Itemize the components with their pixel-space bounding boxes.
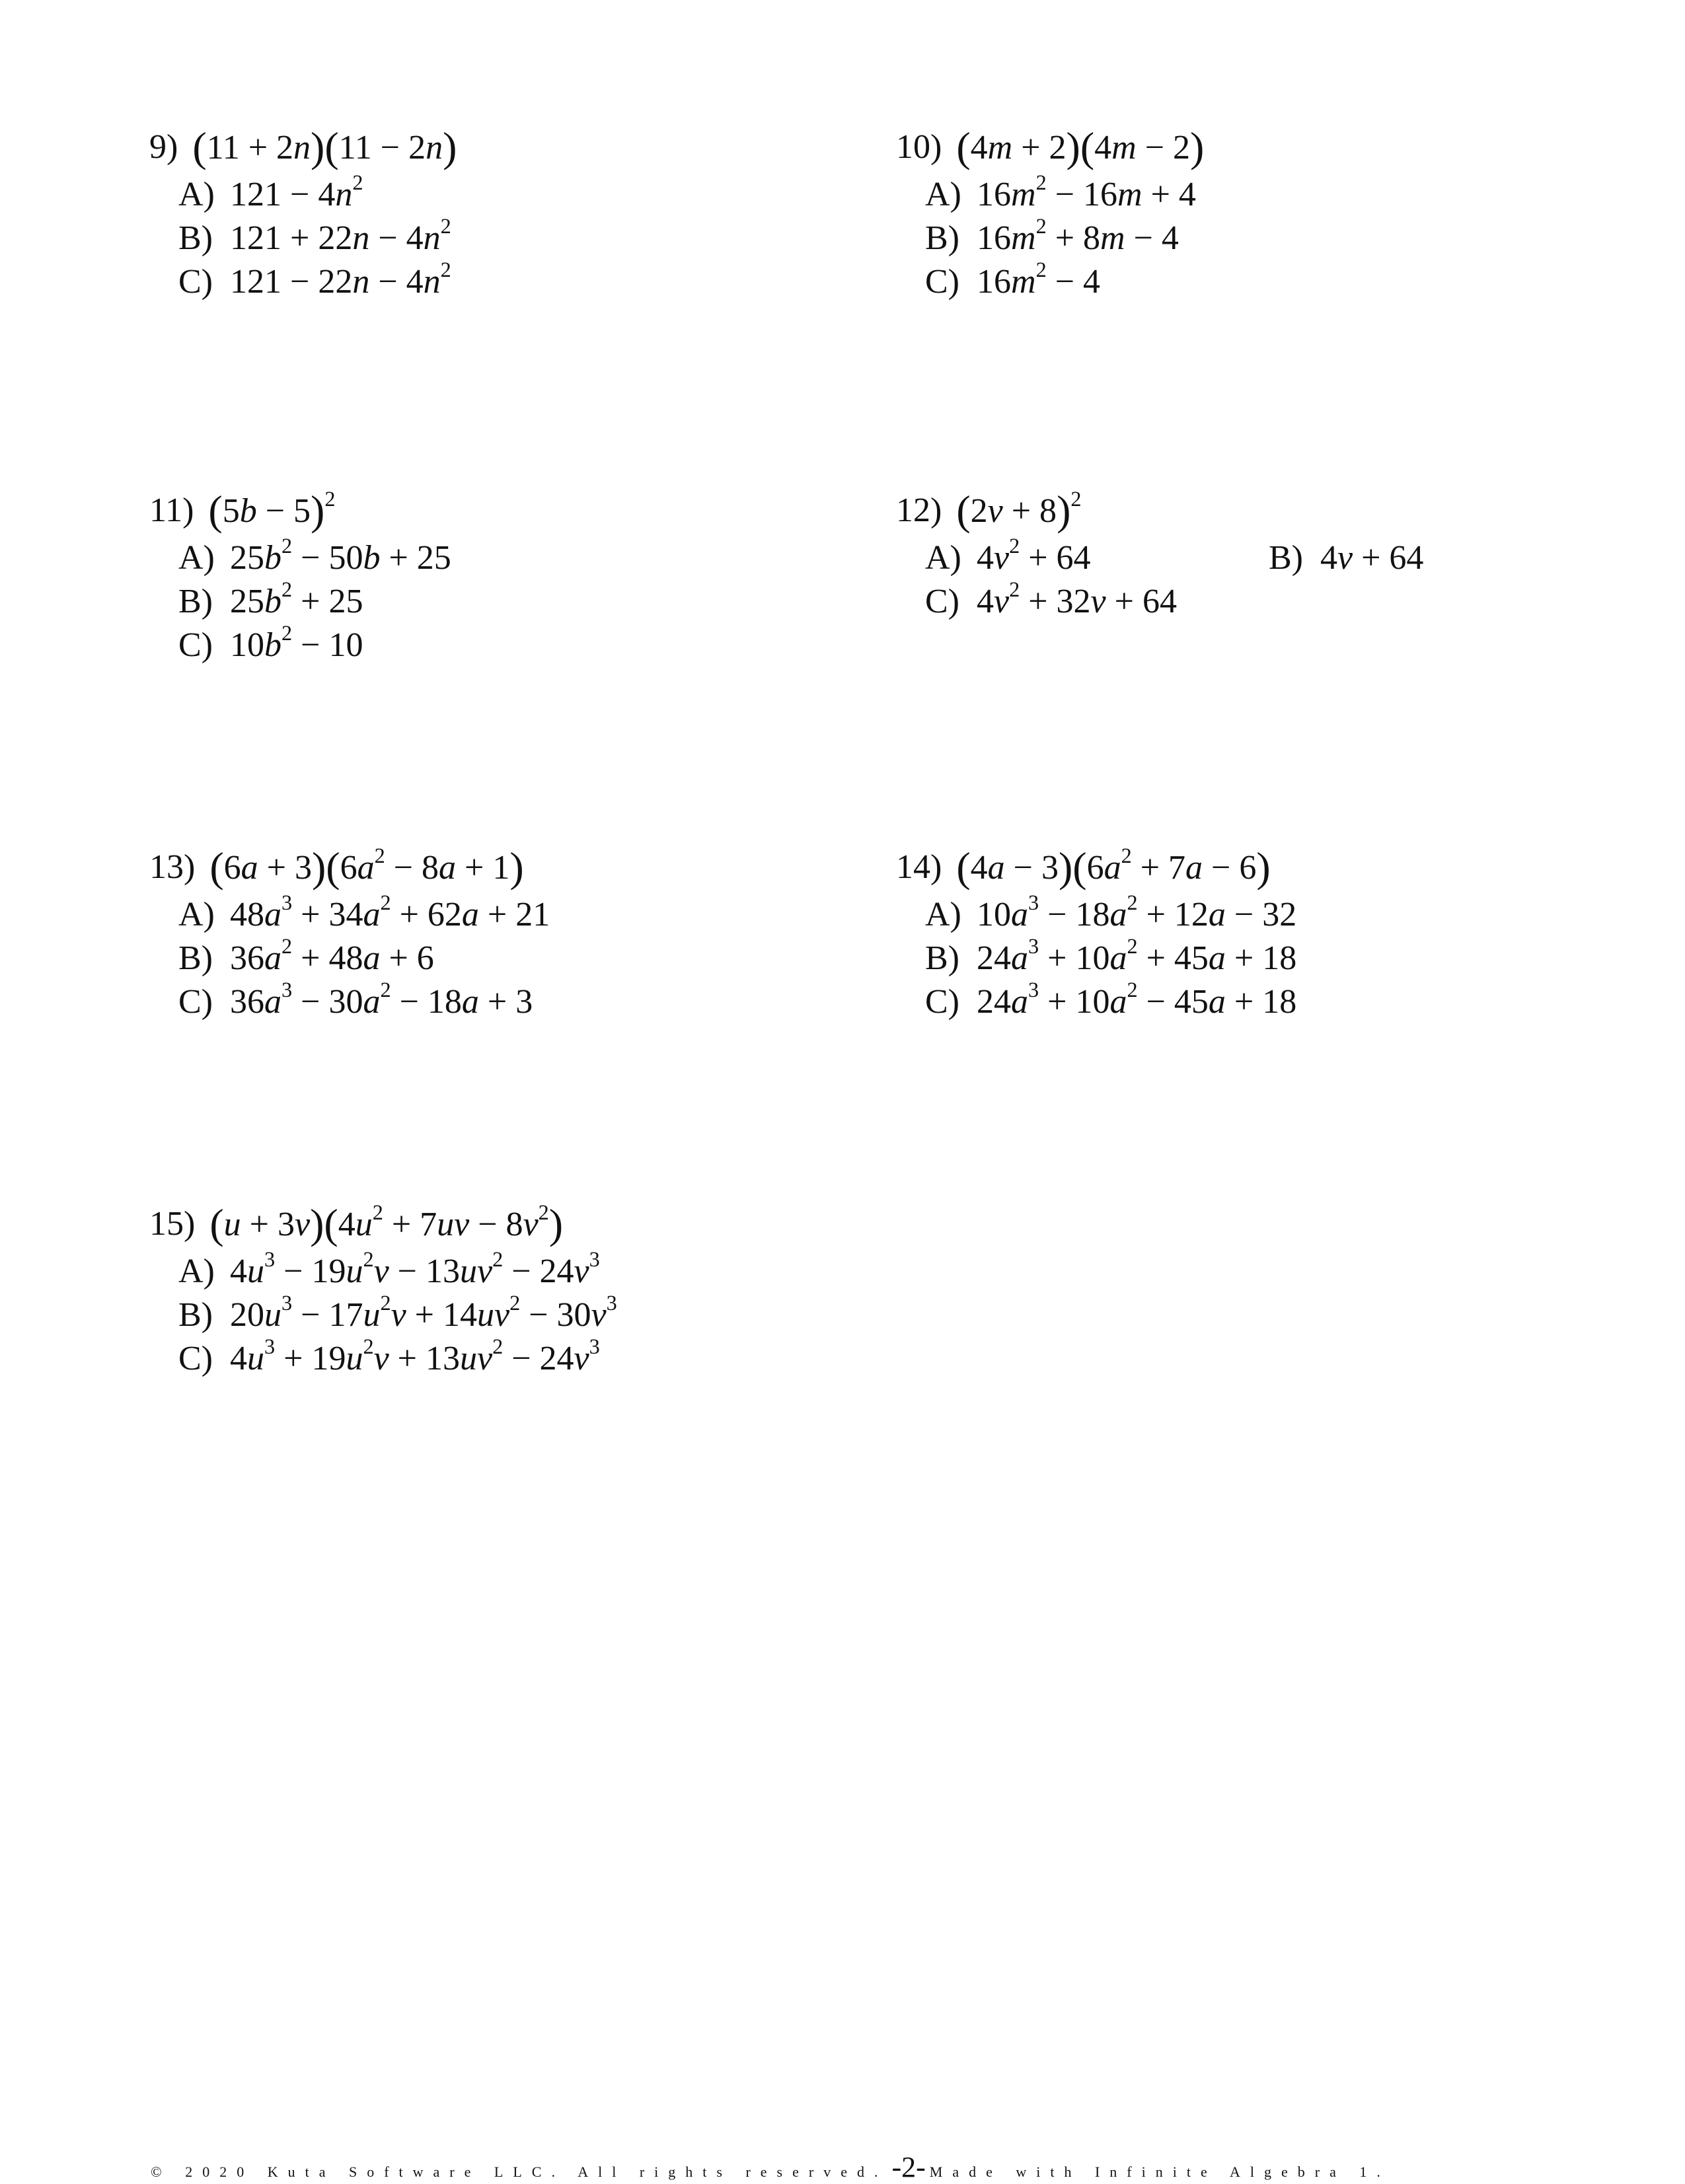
problem-14-question: [896, 844, 1590, 891]
choice-expression: $25b^2 - 50b + 25$: [230, 533, 451, 577]
choice-c: [925, 577, 1590, 624]
choice-letter: B): [178, 583, 213, 620]
choice-letter: C): [925, 263, 959, 301]
choice-expression: $25b^2 + 25$: [230, 577, 363, 620]
choice-b: [178, 933, 843, 980]
choice-letter: C): [178, 626, 213, 664]
choice-letter: C): [925, 583, 959, 620]
page-footer: [151, 2150, 1538, 2184]
choice-expression: $4u^3 + 19u^2v + 13uv^2 - 24v^3$: [230, 1334, 600, 1377]
problem-expression: $(u + 3v)(4u^2 + 7uv - 8v^2)$: [209, 1200, 564, 1247]
problem-14: [896, 844, 1590, 1024]
choice-expression: $10b^2 - 10$: [230, 620, 363, 664]
problem-15: [149, 1201, 843, 1381]
choice-letter: A): [925, 539, 961, 577]
choice-expression: $121 - 4n^2$: [230, 170, 363, 213]
problem-11: [149, 488, 843, 667]
choice-expression: $36a^3 - 30a^2 - 18a + 3$: [230, 977, 533, 1021]
problem-13-question: [149, 844, 843, 891]
choice-letter: B): [925, 219, 959, 257]
choice-expression: $24a^3 + 10a^2 + 45a + 18$: [977, 933, 1297, 977]
answer-choices: [178, 1247, 843, 1381]
answer-choices: [178, 890, 843, 1024]
choice-b: [178, 577, 843, 624]
choice-a: [925, 170, 1590, 217]
problem-expression: (11 + 2n)(11 − 2n): [192, 124, 457, 170]
choice-c: [178, 1334, 843, 1381]
copyright-text: © 2020 Kuta Software LLC. All rights reserved.: [151, 2164, 888, 2180]
problem-12: [896, 488, 1590, 624]
choice-c: [925, 257, 1590, 304]
problem-number: 14): [896, 848, 942, 886]
choice-a: [925, 533, 1590, 580]
problem-number: 10): [896, 128, 942, 166]
problem-9: [149, 124, 843, 304]
choice-expression: $121 + 22n - 4n^2$: [230, 213, 451, 257]
problem-15-question: [149, 1201, 843, 1247]
choice-c: [178, 257, 843, 304]
problem-number: 13): [149, 848, 196, 886]
choice-b: [1269, 536, 1423, 580]
problem-number: 9): [149, 128, 178, 166]
choice-letter: C): [178, 983, 213, 1021]
problem-number: 11): [149, 491, 194, 529]
problem-expression: $(6a + 3)(6a^2 - 8a + 1)$: [209, 843, 524, 891]
choice-expression: 4v + 64: [1320, 539, 1424, 577]
choice-a: [178, 170, 843, 217]
problem-expression: $(5b - 5)^2$: [208, 486, 336, 534]
choice-c: [178, 620, 843, 667]
choice-a: [178, 1247, 843, 1293]
problem-10: [896, 124, 1590, 304]
problem-11-question: [149, 488, 843, 534]
choice-expression: $16m^2 + 8m - 4$: [977, 213, 1179, 257]
choice-letter: B): [1269, 539, 1303, 577]
problem-10-question: [896, 124, 1590, 170]
choice-expression: $24a^3 + 10a^2 - 45a + 18$: [977, 977, 1297, 1021]
choice-expression: $36a^2 + 48a + 6$: [230, 933, 434, 977]
choice-letter: C): [925, 983, 959, 1021]
problem-12-question: [896, 488, 1590, 534]
choice-expression: $48a^3 + 34a^2 + 62a + 21$: [230, 890, 550, 933]
choice-a: [178, 890, 843, 937]
choice-letter: B): [178, 1296, 213, 1334]
answer-choices: [178, 170, 843, 304]
choice-expression: $4v^2 + 32v + 64$: [977, 577, 1177, 620]
choice-letter: C): [178, 1340, 213, 1377]
choice-letter: B): [178, 219, 213, 257]
made-with-text: Made with Infinite Algebra 1.: [929, 2164, 1390, 2180]
choice-b: [925, 933, 1590, 980]
choice-c: [178, 977, 843, 1024]
problem-expression: (4m + 2)(4m − 2): [956, 124, 1205, 170]
choice-letter: A): [925, 896, 961, 933]
problem-number: 12): [896, 491, 942, 529]
choice-letter: A): [178, 176, 215, 213]
problem-13: [149, 844, 843, 1024]
answer-choices: [178, 533, 843, 667]
choice-b: [178, 213, 843, 260]
choice-letter: A): [925, 176, 961, 213]
choice-letter: B): [925, 939, 959, 977]
choice-b: [925, 213, 1590, 260]
page-number: -2-: [891, 2151, 926, 2183]
choice-expression: $4u^3 - 19u^2v - 13uv^2 - 24v^3$: [230, 1247, 600, 1290]
choice-expression: $20u^3 - 17u^2v + 14uv^2 - 30v^3$: [230, 1290, 617, 1334]
choice-b: [178, 1290, 843, 1337]
choice-letter: B): [178, 939, 213, 977]
problem-expression: $(2v + 8)^2$: [956, 486, 1082, 534]
choice-a: [178, 533, 843, 580]
choice-expression: $16m^2 - 16m + 4$: [977, 170, 1196, 213]
problem-number: 15): [149, 1205, 196, 1243]
choice-c: [925, 977, 1590, 1024]
problem-9-question: [149, 124, 843, 170]
choice-letter: A): [178, 1253, 215, 1290]
answer-choices: [925, 890, 1590, 1024]
problem-expression: $(4a - 3)(6a^2 + 7a - 6)$: [956, 843, 1271, 891]
choice-a: [925, 890, 1590, 937]
answer-choices: [925, 170, 1590, 304]
choice-expression: $10a^3 - 18a^2 + 12a - 32$: [977, 890, 1297, 933]
choice-letter: A): [178, 539, 215, 577]
choice-expression: $16m^2 - 4$: [977, 257, 1101, 301]
answer-choices: [925, 533, 1590, 624]
choice-letter: A): [178, 896, 215, 933]
choice-letter: C): [178, 263, 213, 301]
choice-expression: $4v^2 + 64$: [977, 533, 1091, 577]
choice-expression: $121 - 22n - 4n^2$: [230, 257, 451, 301]
